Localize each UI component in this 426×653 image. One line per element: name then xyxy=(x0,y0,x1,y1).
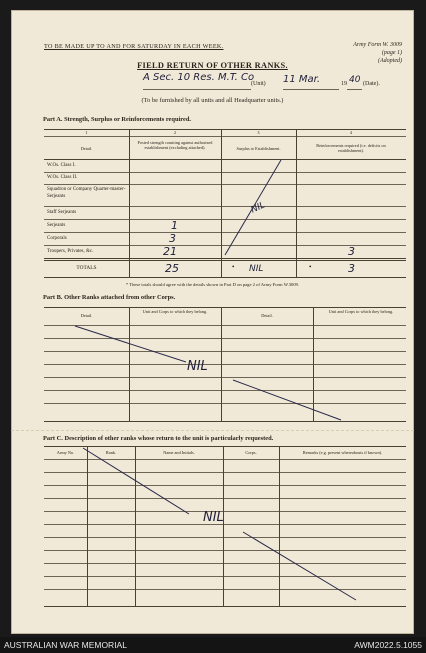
totals-strength: 25 xyxy=(165,262,179,275)
col-number-1: 1 xyxy=(85,130,88,135)
date-handwritten: 11 Mar. xyxy=(283,74,321,85)
troopers-reinforcements: 3 xyxy=(348,245,355,258)
part-b-nil-mark: NIL xyxy=(187,359,208,374)
part-c-nil-mark: NIL xyxy=(203,510,224,525)
serjeants-strength: 1 xyxy=(171,219,178,232)
corporals-strength: 3 xyxy=(169,232,176,245)
col-number-4: 4 xyxy=(349,130,353,135)
unit-label: (Unit) xyxy=(251,81,266,87)
unit-handwritten: A Sec. 10 Res. M.T. Co xyxy=(143,72,255,83)
row-label-wo2: W.Os. Class II. xyxy=(47,175,78,180)
row-label-serjeants: Serjeants xyxy=(47,223,66,228)
totals-note: * These totals should agree with the details shown in Part D on page 2 of Army Form W.3009. xyxy=(125,282,300,287)
row-label-troopers: Troopers, Privates, &c. xyxy=(47,249,94,254)
part-c-col-name: Name and Initials. xyxy=(163,450,195,455)
row-label-wo1: W.Os. Class I. xyxy=(47,163,76,168)
col-number-3: 3 xyxy=(257,130,260,135)
part-c-title: Part C. Description of other ranks whose return to the unit is particularly requested. xyxy=(43,435,274,442)
part-c-col-corps: Corps. xyxy=(245,450,257,455)
part-c-col-rank: Rank. xyxy=(105,450,117,455)
part-c-col-remarks: Remarks (e.g. present whereabouts if known). xyxy=(302,450,383,455)
part-b-col-unit-2: Unit and Corps to which they belong. xyxy=(328,309,394,314)
row-label-staff-serjeants: Staff Serjeants xyxy=(47,210,77,215)
totals-reinforcements: 3 xyxy=(348,262,355,275)
part-a-surplus-strike xyxy=(225,160,281,255)
part-a-title: Part A. Strength, Surplus or Reinforcements required. xyxy=(43,116,191,123)
troopers-strength: 21 xyxy=(163,245,177,258)
row-label-cqms: Squadron or Company Quarter-master-Serjeants xyxy=(47,187,126,199)
part-b-col-unit-1: Unit and Corps to which they belong. xyxy=(142,309,208,314)
archive-source: AUSTRALIAN WAR MEMORIAL xyxy=(4,640,127,650)
col-number-2: 2 xyxy=(173,130,177,135)
part-b-strike xyxy=(75,326,341,420)
col-header-strength: Posted strength counting against authorized establishment (excluding attached). xyxy=(137,140,213,150)
totals-reinf-bullet: • xyxy=(309,263,312,271)
submission-instruction: TO BE MADE UP TO AND FOR SATURDAY IN EACH WEEK. xyxy=(44,43,224,50)
row-label-corporals: Corporals xyxy=(47,236,67,241)
totals-label: TOTALS xyxy=(76,265,97,271)
form-reference-line1: Army Form W. 3009 xyxy=(353,42,402,48)
part-b-col-detail-1: Detail. xyxy=(80,313,93,318)
col-header-detail: Detail. xyxy=(80,146,93,151)
form-reference-line3: (Adopted) xyxy=(378,58,402,64)
surplus-nil-mark: NIL xyxy=(249,200,267,216)
part-c-col-army-no: Army No. xyxy=(56,450,75,455)
form-title: FIELD RETURN OF OTHER RANKS. xyxy=(137,61,288,70)
part-c-strike xyxy=(83,448,356,600)
form-page xyxy=(11,10,414,634)
archive-reference: AWM2022.5.1055 xyxy=(354,640,422,650)
form-reference-line2: (page 1) xyxy=(381,50,402,56)
part-b-col-detail-2: Detail. xyxy=(261,313,273,318)
totals-surplus: NIL xyxy=(249,264,264,274)
col-header-reinforcements: Reinforcements required (i.e. deficits on establishment). xyxy=(316,143,386,153)
year-handwritten: 40 xyxy=(349,75,361,85)
totals-surplus-bullet: • xyxy=(232,263,235,271)
date-label: (Date). xyxy=(363,81,380,87)
year-prefix: 19 xyxy=(341,81,347,87)
part-b-title: Part B. Other Ranks attached from other Corps. xyxy=(43,294,176,301)
col-header-surplus: Surplus to Establishment. xyxy=(236,146,281,151)
form-subtitle: (To be furnished by all units and all Headquarter units.) xyxy=(141,97,284,104)
handwritten-strike-lines xyxy=(11,10,414,634)
archive-caption-bar xyxy=(0,637,426,653)
